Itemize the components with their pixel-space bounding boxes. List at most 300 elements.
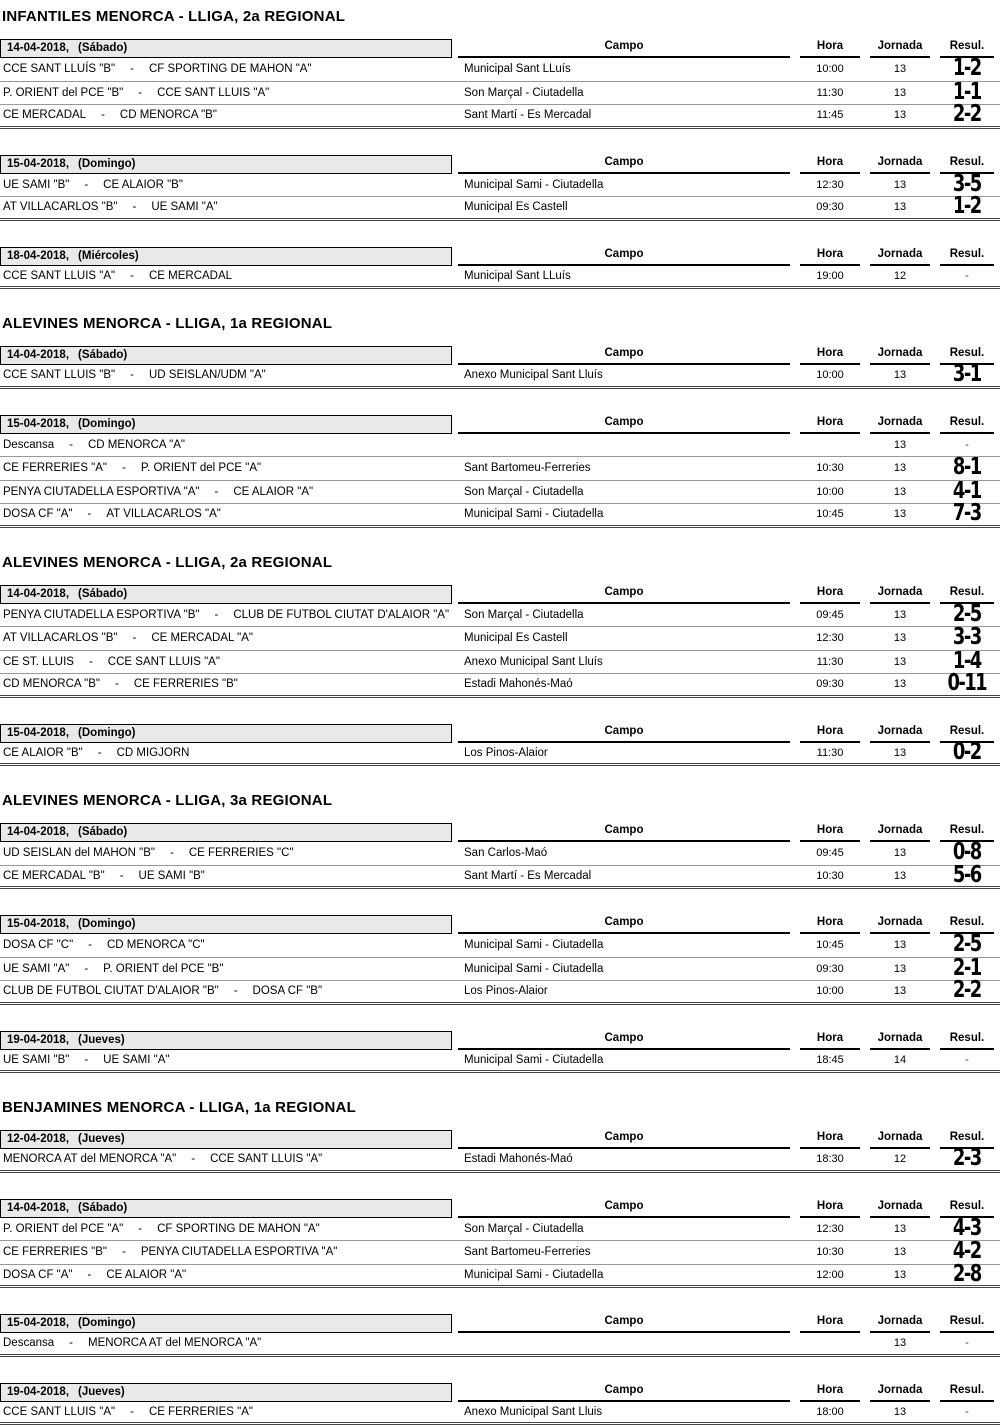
teams-cell [0,462,452,474]
away-team: CCE SANT LLUIS "A" [108,656,220,668]
hora-column-header: Hora [800,347,860,365]
campo-value: Municipal Sami - Ciutadella [458,963,790,975]
date-label: 18-04-2018, [7,250,69,262]
resul-value: - [965,1337,969,1349]
jornada-value: 13 [870,1406,930,1418]
home-team: CCE SANT LLUIS "A" [3,270,115,282]
date-label: 15-04-2018, [7,418,69,430]
away-team: P. ORIENT del PCE "A" [141,462,261,474]
campo-column-header: Campo [458,1131,790,1149]
fixtures-table [0,155,1000,221]
resul-cell [940,483,994,501]
day-label: (Miércoles) [78,250,139,262]
teams-cell [0,179,452,191]
teams-cell [0,609,452,621]
hora-column-header: Hora [800,824,860,842]
fixtures-table [0,1314,1000,1357]
league-section [0,792,1000,1073]
away-team: CE MERCADAL "A" [151,632,253,644]
away-team: UE SAMI "B" [139,870,205,882]
resul-value: 3-3 [953,627,981,647]
league-title: ALEVINES MENORCA - LLIGA, 1a REGIONAL [2,315,1000,332]
away-team: CLUB DE FUTBOL CIUTAT D'ALAIOR "A" [233,609,449,621]
campo-column-header: Campo [458,1200,790,1218]
campo-value: Estadi Mahonés-Maó [458,678,790,690]
resul-cell [940,1150,994,1168]
jornada-column-header: Jornada [870,824,930,842]
away-team: CE ALAIOR "B" [103,179,183,191]
date-header [0,1199,452,1218]
jornada-value: 13 [870,678,930,690]
team-separator: - [88,939,92,951]
away-team: MENORCA AT del MENORCA "A" [88,1337,261,1349]
resul-column-header: Resul. [940,1131,994,1149]
away-team: CD MENORCA "A" [88,439,185,451]
resul-value: 0-11 [948,673,987,693]
home-team: CE FERRERIES "A" [3,462,107,474]
hora-value: 18:00 [800,1406,860,1418]
date-label: 19-04-2018, [7,1034,69,1046]
home-team: CE ALAIOR "B" [3,747,83,759]
resul-cell [940,936,994,954]
home-team: DOSA CF "A" [3,1269,73,1281]
teams-cell [0,1223,452,1235]
team-separator: - [234,985,238,997]
home-team: UD SEISLAN del MAHON "B" [3,847,155,859]
campo-value: Estadi Mahonés-Maó [458,1153,790,1165]
home-team: MENORCA AT del MENORCA "A" [3,1153,176,1165]
fixtures-table [0,1383,1000,1425]
resul-value: 1-4 [953,651,981,671]
away-team: CE ALAIOR "A" [106,1269,186,1281]
campo-value: Son Marçal - Ciutadella [458,609,790,621]
away-team: DOSA CF "B" [253,985,323,997]
hora-value: 11:45 [800,109,860,121]
team-separator: - [132,632,136,644]
home-team: UE SAMI "B" [3,179,69,191]
date-label: 15-04-2018, [7,158,69,170]
table-header [0,155,1000,174]
resul-column-header: Resul. [940,248,994,266]
team-separator: - [101,109,105,121]
hora-column-header: Hora [800,156,860,174]
resul-value: 1-1 [953,82,981,102]
resul-value: 4-3 [953,1218,981,1238]
resul-column-header: Resul. [940,1200,994,1218]
league-title: ALEVINES MENORCA - LLIGA, 2a REGIONAL [2,554,1000,571]
date-header [0,415,452,434]
date-label: 15-04-2018, [7,918,69,930]
resul-cell [940,653,994,671]
campo-value: Los Pinos-Alaior [458,985,790,997]
match-row [0,266,1000,290]
home-team: PENYA CIUTADELLA ESPORTIVA "B" [3,609,200,621]
resul-column-header: Resul. [940,1384,994,1402]
teams-cell [0,1337,452,1349]
day-label: (Domingo) [78,918,135,930]
jornada-column-header: Jornada [870,1032,930,1050]
date-header [0,724,452,743]
teams-cell [0,747,452,759]
hora-column-header: Hora [800,916,860,934]
campo-column-header: Campo [458,1384,790,1402]
match-row [0,481,1000,505]
teams-cell [0,109,452,121]
jornada-column-header: Jornada [870,1315,930,1333]
date-header [0,585,452,604]
hora-value: 11:30 [800,87,860,99]
team-separator: - [89,656,93,668]
home-team: P. ORIENT del PCE "B" [3,87,123,99]
resul-column-header: Resul. [940,725,994,743]
team-separator: - [215,609,219,621]
match-row [0,934,1000,958]
resul-value: 4-1 [953,481,981,501]
campo-column-header: Campo [458,1315,790,1333]
campo-value: Sant Martí - Es Mercadal [458,109,790,121]
home-team: AT VILLACARLOS "B" [3,632,117,644]
campo-value: Son Marçal - Ciutadella [458,486,790,498]
match-row [0,1265,1000,1289]
jornada-column-header: Jornada [870,586,930,604]
campo-column-header: Campo [458,347,790,365]
date-label: 14-04-2018, [7,826,69,838]
home-team: Descansa [3,1337,54,1349]
day-label: (Domingo) [78,158,135,170]
resul-cell [940,439,994,451]
away-team: CE ALAIOR "A" [233,486,313,498]
day-label: (Domingo) [78,727,135,739]
resul-cell [940,844,994,862]
hora-column-header: Hora [800,1384,860,1402]
date-label: 15-04-2018, [7,1317,69,1329]
campo-column-header: Campo [458,1032,790,1050]
resul-value: - [965,439,969,451]
table-header [0,415,1000,434]
campo-column-header: Campo [458,248,790,266]
resul-value: - [965,1406,969,1418]
resul-cell [940,1054,994,1066]
resul-column-header: Resul. [940,347,994,365]
jornada-column-header: Jornada [870,40,930,58]
resul-cell [940,106,994,124]
match-row [0,174,1000,198]
fixtures-table [0,823,1000,889]
team-separator: - [130,63,134,75]
resul-cell [940,867,994,885]
resul-column-header: Resul. [940,156,994,174]
teams-cell [0,963,452,975]
match-row [0,842,1000,866]
resul-cell [940,270,994,282]
hora-column-header: Hora [800,248,860,266]
league-section [0,1099,1000,1425]
table-header [0,1031,1000,1050]
league-title: ALEVINES MENORCA - LLIGA, 3a REGIONAL [2,792,1000,809]
resul-value: 1-2 [953,58,981,78]
resul-column-header: Resul. [940,416,994,434]
resul-column-header: Resul. [940,824,994,842]
match-row [0,674,1000,698]
resul-value: 4-2 [953,1241,981,1261]
resul-value: 8-1 [953,457,981,477]
campo-value: Municipal Sant LLuís [458,270,790,282]
match-row [0,958,1000,982]
league-title: INFANTILES MENORCA - LLIGA, 2a REGIONAL [2,8,1000,25]
match-row [0,1218,1000,1242]
home-team: PENYA CIUTADELLA ESPORTIVA "A" [3,486,200,498]
team-separator: - [84,179,88,191]
resul-value: 0-2 [953,742,981,762]
day-label: (Jueves) [78,1133,125,1145]
campo-value: Municipal Sant LLuís [458,63,790,75]
campo-value: Municipal Sami - Ciutadella [458,179,790,191]
campo-value: Municipal Sami - Ciutadella [458,1269,790,1281]
jornada-value: 13 [870,747,930,759]
hora-value: 09:30 [800,201,860,213]
team-separator: - [88,508,92,520]
away-team: CE FERRERIES "C" [189,847,294,859]
hora-column-header: Hora [800,1131,860,1149]
table-header [0,1383,1000,1402]
team-separator: - [122,1246,126,1258]
teams-cell [0,656,452,668]
match-row [0,604,1000,628]
home-team: Descansa [3,439,54,451]
campo-column-header: Campo [458,824,790,842]
jornada-value: 13 [870,201,930,213]
team-separator: - [132,201,136,213]
resul-column-header: Resul. [940,40,994,58]
resul-value: 2-3 [953,1148,981,1168]
hora-value: 11:30 [800,747,860,759]
campo-value: Son Marçal - Ciutadella [458,1223,790,1235]
match-row [0,1333,1000,1357]
fixtures-table [0,415,1000,528]
away-team: UE SAMI "A" [151,201,217,213]
jornada-value: 13 [870,939,930,951]
campo-column-header: Campo [458,156,790,174]
date-header [0,1130,452,1149]
jornada-value: 13 [870,847,930,859]
match-row [0,82,1000,106]
team-separator: - [191,1153,195,1165]
jornada-column-header: Jornada [870,416,930,434]
hora-value: 10:00 [800,369,860,381]
hora-value: 10:30 [800,462,860,474]
resul-value: 0-8 [953,842,981,862]
hora-value: 11:30 [800,656,860,668]
jornada-value: 13 [870,1246,930,1258]
campo-value: Municipal Sami - Ciutadella [458,939,790,951]
hora-value: 10:00 [800,985,860,997]
jornada-value: 13 [870,870,930,882]
league-section [0,554,1000,767]
jornada-value: 13 [870,656,930,668]
campo-value: Municipal Sami - Ciutadella [458,1054,790,1066]
teams-cell [0,1153,452,1165]
match-row [0,866,1000,890]
jornada-column-header: Jornada [870,248,930,266]
resul-value: 2-2 [953,104,981,124]
hora-column-header: Hora [800,416,860,434]
match-row [0,504,1000,528]
home-team: DOSA CF "A" [3,508,73,520]
resul-value: 3-1 [953,364,981,384]
hora-column-header: Hora [800,1200,860,1218]
date-header [0,1031,452,1050]
team-separator: - [170,847,174,859]
resul-cell [940,960,994,978]
resul-column-header: Resul. [940,916,994,934]
date-header [0,155,452,174]
table-header [0,823,1000,842]
hora-value: 09:30 [800,963,860,975]
away-team: CF SPORTING DE MAHON "A" [157,1223,320,1235]
resul-value: 2-5 [953,934,981,954]
day-label: (Jueves) [78,1034,125,1046]
jornada-column-header: Jornada [870,916,930,934]
resul-cell [940,1243,994,1261]
hora-value: 12:00 [800,1269,860,1281]
match-row [0,1241,1000,1265]
campo-column-header: Campo [458,725,790,743]
home-team: P. ORIENT del PCE "A" [3,1223,123,1235]
away-team: UE SAMI "A" [103,1054,169,1066]
table-header [0,39,1000,58]
teams-cell [0,270,452,282]
table-header [0,1199,1000,1218]
jornada-column-header: Jornada [870,1200,930,1218]
hora-value: 10:00 [800,63,860,75]
hora-column-header: Hora [800,725,860,743]
jornada-value: 13 [870,609,930,621]
hora-value: 19:00 [800,270,860,282]
home-team: CCE SANT LLUIS "A" [3,1406,115,1418]
table-header [0,346,1000,365]
jornada-value: 13 [870,1223,930,1235]
away-team: UD SEISLAN/UDM "A" [149,369,266,381]
resul-value: 1-2 [953,196,981,216]
resul-cell [940,459,994,477]
day-label: (Domingo) [78,418,135,430]
jornada-value: 13 [870,1337,930,1349]
away-team: CE MERCADAL [149,270,232,282]
date-header [0,247,452,266]
teams-cell [0,678,452,690]
day-label: (Jueves) [78,1386,125,1398]
fixtures-table [0,915,1000,1005]
resul-value: - [965,1054,969,1066]
hora-value: 10:30 [800,870,860,882]
hora-value: 09:30 [800,678,860,690]
campo-value: Son Marçal - Ciutadella [458,87,790,99]
team-separator: - [215,486,219,498]
resul-cell [940,198,994,216]
campo-value: Municipal Es Castell [458,632,790,644]
home-team: AT VILLACARLOS "B" [3,201,117,213]
resul-cell [940,606,994,624]
teams-cell [0,985,452,997]
hora-value: 10:45 [800,939,860,951]
home-team: UE SAMI "A" [3,963,69,975]
home-team: CE ST. LLUIS [3,656,74,668]
home-team: CE MERCADAL [3,109,86,121]
day-label: (Domingo) [78,1317,135,1329]
match-row [0,457,1000,481]
league-section [0,8,1000,289]
team-separator: - [115,678,119,690]
hora-value: 10:00 [800,486,860,498]
table-header [0,915,1000,934]
teams-cell [0,1246,452,1258]
resul-column-header: Resul. [940,1032,994,1050]
team-separator: - [120,870,124,882]
match-row [0,197,1000,221]
jornada-value: 12 [870,1153,930,1165]
day-label: (Sábado) [78,1202,127,1214]
resul-cell [940,84,994,102]
fixtures-table [0,585,1000,698]
teams-cell [0,939,452,951]
league-section [0,315,1000,528]
hora-value: 18:30 [800,1153,860,1165]
team-separator: - [98,747,102,759]
jornada-value: 13 [870,508,930,520]
away-team: CCE SANT LLUIS "A" [210,1153,322,1165]
hora-value: 12:30 [800,179,860,191]
date-header [0,1383,452,1402]
league-title: BENJAMINES MENORCA - LLIGA, 1a REGIONAL [2,1099,1000,1116]
fixtures-table [0,1031,1000,1074]
teams-cell [0,486,452,498]
table-header [0,1314,1000,1333]
away-team: PENYA CIUTADELLA ESPORTIVA "A" [141,1246,338,1258]
team-separator: - [138,1223,142,1235]
home-team: CE FERRERIES "B" [3,1246,107,1258]
date-label: 19-04-2018, [7,1386,69,1398]
match-row [0,651,1000,675]
resul-cell [940,505,994,523]
resul-cell [940,675,994,693]
fixtures-table [0,39,1000,129]
jornada-value: 14 [870,1054,930,1066]
away-team: CCE SANT LLUIS "A" [157,87,269,99]
campo-column-header: Campo [458,416,790,434]
resul-value: 2-1 [953,958,981,978]
match-row [0,1149,1000,1173]
fixtures-table [0,247,1000,290]
team-separator: - [138,87,142,99]
fixtures-table [0,724,1000,767]
jornada-column-header: Jornada [870,156,930,174]
team-separator: - [84,1054,88,1066]
date-header [0,1314,452,1333]
jornada-value: 13 [870,486,930,498]
resul-value: 7-3 [953,503,981,523]
match-row [0,1402,1000,1425]
resul-column-header: Resul. [940,586,994,604]
resul-value: 5-6 [953,865,981,885]
team-separator: - [69,439,73,451]
team-separator: - [130,369,134,381]
table-header [0,1130,1000,1149]
teams-cell [0,1269,452,1281]
home-team: UE SAMI "B" [3,1054,69,1066]
away-team: CF SPORTING DE MAHON "A" [149,63,312,75]
campo-column-header: Campo [458,916,790,934]
match-row [0,743,1000,767]
